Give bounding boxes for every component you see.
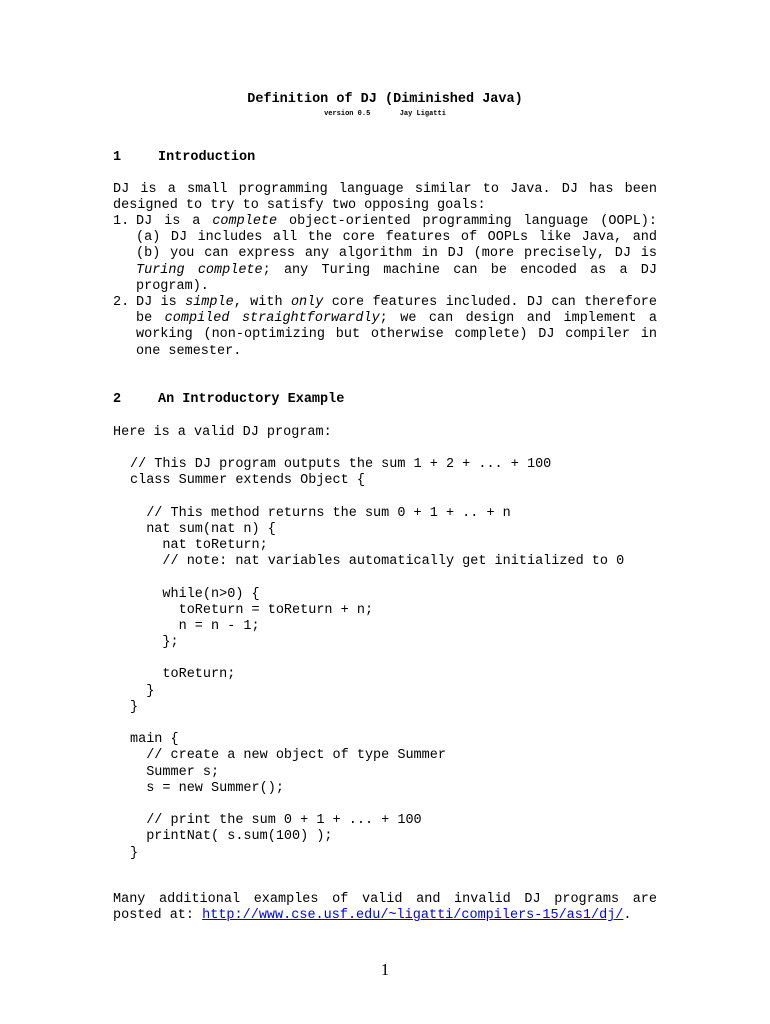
code-line: s = new Summer(); — [130, 780, 284, 796]
goal-1-emphasis-turing: Turing complete — [136, 262, 263, 278]
section-2-outro — [113, 892, 657, 924]
code-line: // create a new object of type Summer — [130, 748, 446, 764]
outro-text: Many additional examples of valid and invalid DJ programs are posted at: — [113, 892, 657, 924]
code-line: // This method returns the sum 0 + 1 + .. + n — [130, 505, 511, 521]
goal-2-emphasis-compiled: compiled straightforwardly — [164, 311, 380, 327]
section-2-number: 2 — [113, 392, 122, 407]
code-line — [130, 797, 624, 813]
section-2-intro: Here is a valid DJ program: — [113, 425, 332, 440]
code-example — [130, 457, 624, 862]
section-2-title: An Introductory Example — [158, 392, 345, 407]
goal-1-emphasis-complete: complete — [212, 214, 278, 229]
version-label: version 0.5 — [324, 110, 371, 118]
code-line: // print the sum 0 + 1 + ... + 100 — [130, 813, 422, 829]
code-line: // note: nat variables automatically get initialized to 0 — [130, 554, 625, 570]
goal-item-complete — [113, 214, 657, 295]
code-line — [130, 570, 624, 586]
goal-item-simple — [113, 295, 657, 360]
goal-2-text-d: ; we can design and implement a working (non-optimizing but otherwise complete) DJ compiler in one semester. — [136, 311, 657, 359]
code-line: toReturn = toReturn + n; — [130, 602, 374, 618]
document-title: Definition of DJ (Diminished Java) — [247, 92, 523, 107]
code-line: n = n - 1; — [130, 618, 260, 634]
goals-list — [113, 214, 657, 360]
section-1-title: Introduction — [158, 150, 256, 165]
code-line: nat toReturn; — [130, 537, 268, 553]
goal-1-text-b: object-oriented programming language (OOPL): (a) DJ includes all the core features of OOPLs like Java, and (b) you can express any algorithm in DJ (more precisely, DJ is — [136, 214, 658, 262]
examples-link[interactable]: http://www.cse.usf.edu/~ligatti/compilers-15/as1/dj/ — [202, 908, 624, 924]
code-line: printNat( s.sum(100) ); — [130, 829, 333, 845]
code-line — [130, 716, 624, 732]
code-line — [130, 651, 624, 667]
goal-1-marker: 1. — [113, 214, 130, 229]
goal-2-emphasis-simple: simple — [185, 295, 234, 311]
code-line: // This DJ program outputs the sum 1 + 2 + ... + 100 — [130, 457, 552, 472]
document-subtitle — [0, 110, 770, 118]
code-line: toReturn; — [130, 667, 236, 683]
author-name: Jay Ligatti — [399, 110, 446, 118]
outro-period: . — [623, 908, 632, 924]
section-1-number: 1 — [113, 150, 122, 165]
code-line: } — [130, 683, 155, 699]
section-1-heading — [113, 150, 255, 165]
code-line: main { — [130, 732, 179, 748]
goal-1-text-a: DJ is a — [136, 214, 213, 229]
goal-2-text-a: DJ is — [136, 295, 186, 311]
goal-2-emphasis-only: only — [290, 295, 324, 311]
code-line: } — [130, 845, 139, 861]
code-line: Summer s; — [130, 764, 220, 780]
code-line: while(n>0) { — [130, 586, 260, 602]
section-2-heading — [113, 392, 344, 407]
goal-2-marker: 2. — [113, 295, 130, 311]
goal-2-text-c: core features included. DJ can therefore be — [136, 295, 657, 327]
code-line — [130, 489, 624, 505]
goal-2-text-b: , with — [233, 295, 291, 311]
code-line: } — [130, 699, 139, 715]
page-number: 1 — [380, 960, 390, 979]
code-line: }; — [130, 635, 179, 651]
section-1-intro: DJ is a small programming language similar to Java. DJ has been designed to try to satisfy two opposing goals: — [113, 182, 657, 214]
code-line: class Summer extends Object { — [130, 473, 365, 489]
goal-1-text-c: ; any Turing machine can be encoded as a DJ program). — [136, 262, 657, 294]
code-line: nat sum(nat n) { — [130, 521, 276, 537]
